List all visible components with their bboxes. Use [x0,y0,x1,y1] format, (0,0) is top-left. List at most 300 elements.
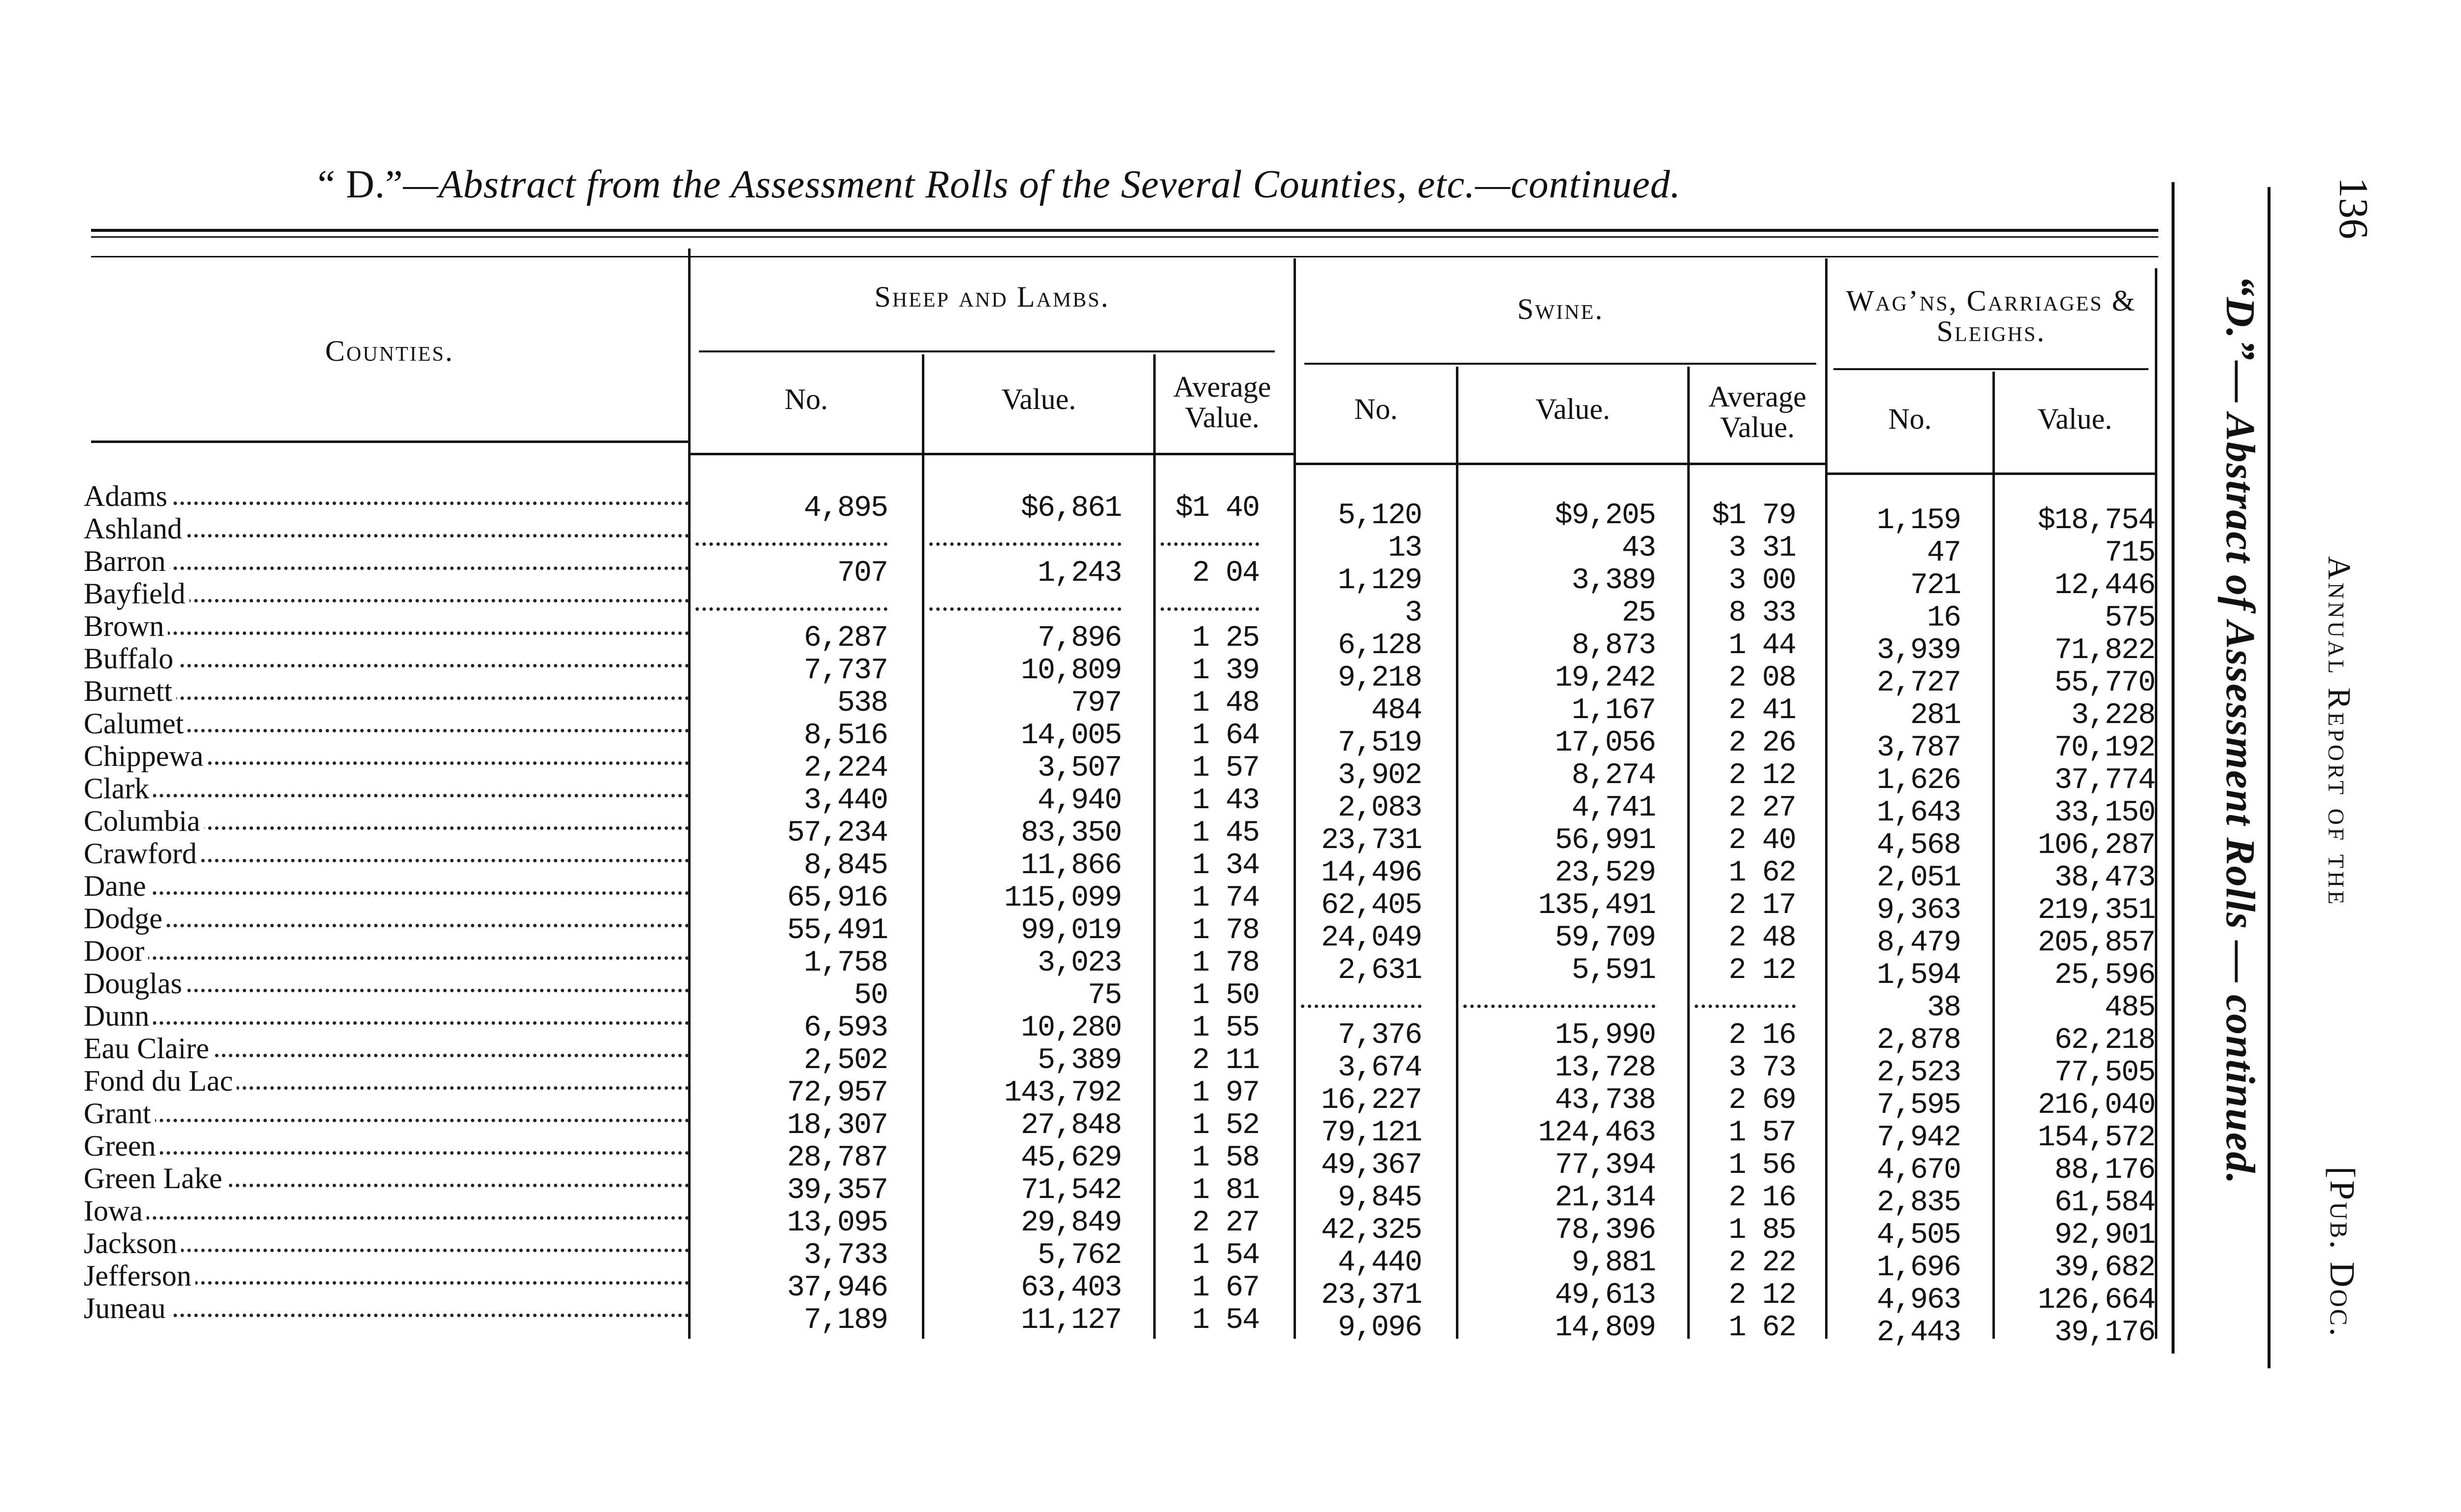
table-cell: 2 48 [1728,921,1796,955]
table-cell: 71,542 [1020,1174,1121,1207]
table-cell: 9,096 [1337,1311,1421,1345]
table-cell: 79,121 [1321,1116,1421,1150]
table-cell: 4,741 [1571,791,1655,825]
county-row [84,740,689,772]
county-row [84,1032,689,1065]
table-cell: 38 [1926,991,1960,1025]
table-cell: 1,643 [1876,796,1960,830]
table-cell: 39,682 [2054,1251,2155,1285]
table-cell: 9,218 [1337,662,1421,695]
county-name: Grant [84,1097,155,1130]
table-cell: 3,939 [1876,634,1960,667]
table-cell: 63,403 [1020,1271,1121,1305]
running-title: “D.”— Abstract of Assessment Rolls — continued. [2217,276,2263,1185]
header-sheep-no: No. [784,383,828,415]
table-cell: 106,287 [2037,829,2155,862]
table-cell: 3,440 [803,784,887,818]
table-cell: 2,443 [1876,1316,1960,1350]
side-rule [2172,182,2175,1354]
table-cell: 2,224 [803,752,887,785]
county-name: Burnett [84,675,176,707]
table-cell: 3,389 [1571,564,1655,598]
county-row [84,610,689,642]
table-cell: 1,696 [1876,1251,1960,1285]
empty-cell [924,525,1121,557]
table-cell: 538 [837,687,887,720]
table-cell: 2 04 [1192,557,1259,590]
table-cell: 1,243 [1037,557,1121,590]
table-cell: 1 45 [1192,817,1259,850]
empty-cell [1296,987,1421,1019]
table-cell: 27,848 [1020,1109,1121,1142]
table-cell: 1 67 [1192,1271,1259,1305]
table-cell: 1 44 [1728,629,1796,662]
header-rule [1296,463,1825,465]
table-cell: 12,446 [2054,569,2155,602]
county-row [84,675,689,707]
table-cell: 2 12 [1728,759,1796,792]
county-name: Chippewa [84,740,207,772]
table-cell: 14,496 [1321,856,1421,890]
county-name: Eau Claire [84,1032,213,1065]
table-cell: 59,709 [1554,921,1655,955]
county-name: Fond du Lac [84,1065,237,1097]
table-cell: 484 [1371,694,1421,727]
table-cell: $6,861 [1020,492,1121,525]
column-wag-value [1995,504,2155,1349]
table-cell: 1 54 [1192,1304,1259,1337]
table-cell: 2,835 [1876,1186,1960,1220]
table-cell: 3,023 [1037,946,1121,980]
county-name: Clark [84,772,153,805]
county-name: Door [84,935,148,967]
dot-leader [84,502,689,505]
table-cell: 1 74 [1192,882,1259,915]
empty-cell [1458,987,1655,1019]
table-cell: 50 [853,979,887,1012]
table-cell: 13,095 [787,1206,887,1240]
table-cell: 5,389 [1037,1044,1121,1077]
header-swine-avg: Average Value. [1708,380,1806,443]
table-cell: 15,990 [1554,1019,1655,1052]
header-wag-no: No. [1888,403,1932,435]
table-cell: 8,873 [1571,629,1655,662]
table-cell: 7,189 [803,1304,887,1337]
county-name: Juneau [84,1292,170,1324]
table-cell: 1,758 [803,946,887,980]
county-row [84,1195,689,1227]
header-swine-no: No. [1354,393,1398,425]
county-name: Barron [84,545,170,577]
table-cell: $1 79 [1711,499,1796,533]
table-cell: 11,866 [1020,849,1121,882]
table-cell: 49,367 [1321,1149,1421,1182]
dot-leader [84,1314,689,1317]
header-rule [691,453,1294,455]
county-row [84,545,689,577]
county-name: Iowa [84,1195,147,1227]
table-cell: 9,845 [1337,1181,1421,1215]
table-cell: 2 27 [1728,791,1796,825]
table-cell: 45,629 [1020,1141,1121,1175]
county-row [84,1065,689,1097]
table-cell: 14,809 [1554,1311,1655,1345]
table-cell: 57,234 [787,817,887,850]
table-cell: 1,129 [1337,564,1421,598]
page-title [89,162,1910,207]
county-row [84,1260,689,1292]
top-rule-2 [91,236,2158,238]
pub-doc: [Pub. Doc. [2323,1166,2362,1338]
table-cell: 715 [2104,536,2155,570]
empty-cell [1690,987,1796,1019]
table-cell: 1 81 [1192,1174,1259,1207]
header-sheep-value: Value. [1001,383,1076,415]
table-cell: 16,227 [1321,1084,1421,1117]
county-row [84,870,689,902]
county-row [84,967,689,1000]
table-cell: 2 08 [1728,662,1796,695]
county-name: Douglas [84,967,186,1000]
table-cell: 7,376 [1337,1019,1421,1052]
table-cell: 2 27 [1192,1206,1259,1240]
table-cell: 1 54 [1192,1239,1259,1272]
table-cell: 21,314 [1554,1181,1655,1215]
table-cell: 71,822 [2054,634,2155,667]
column-swine-avg [1690,500,1796,1344]
table-cell: 485 [2104,991,2155,1025]
table-cell: 4,940 [1037,784,1121,818]
table-cell: 7,595 [1876,1089,1960,1122]
table-cell: 2 17 [1728,889,1796,922]
table-cell: 47 [1926,536,1960,570]
table-cell: 78,396 [1554,1214,1655,1247]
county-row [84,1292,689,1324]
table-cell: 77,394 [1554,1149,1655,1182]
title-lead: “ D.” [317,163,404,206]
county-row [84,805,689,837]
table-cell: 83,350 [1020,817,1121,850]
table-cell: 6,593 [803,1011,887,1045]
county-row [84,1162,689,1195]
table-cell: 39,176 [2054,1316,2155,1350]
table-cell: 1 52 [1192,1109,1259,1142]
dot-leader [84,924,689,927]
table-cell: 55,491 [787,914,887,947]
header-counties: Counties. [325,335,454,367]
county-name: Dane [84,870,150,902]
table-cell: 29,849 [1020,1206,1121,1240]
county-row [84,1130,689,1162]
table-cell: 37,774 [2054,764,2155,797]
empty-cell [691,590,887,622]
table-cell: 1 57 [1192,752,1259,785]
table-cell: 1 48 [1192,687,1259,720]
county-row [84,577,689,610]
county-row [84,1227,689,1260]
dot-leader [84,891,689,895]
table-cell: 2,051 [1876,861,1960,895]
table-cell: 797 [1071,687,1121,720]
empty-cell [924,590,1121,622]
table-cell: 1,159 [1876,504,1960,537]
table-cell: 3 73 [1728,1051,1796,1085]
table-cell: $18,754 [2037,504,2155,537]
table-cell: 4,505 [1876,1219,1960,1252]
county-name: Calumet [84,707,188,740]
dot-leader [84,794,689,797]
side-rule-2 [2268,187,2271,1368]
table-cell: 8 33 [1728,597,1796,630]
table-cell: 154,572 [2037,1121,2155,1155]
header-swine: Swine. [1517,293,1604,325]
column-sheep-no [691,492,887,1337]
table-cell: 55,770 [2054,666,2155,700]
table-cell: 61,584 [2054,1186,2155,1220]
county-name: Bayfield [84,577,189,610]
table-cell: 43 [1621,532,1655,565]
table-cell: 1 25 [1192,622,1259,655]
table-cell: 216,040 [2037,1089,2155,1122]
table-cell: 2,631 [1337,954,1421,987]
dot-leader [84,1216,689,1220]
table-cell: 38,473 [2054,861,2155,895]
table-cell: 8,479 [1876,926,1960,960]
table-cell: 25,596 [2054,959,2155,992]
table-cell: 14,005 [1020,719,1121,753]
table-cell: 70,192 [2054,731,2155,765]
county-list [84,480,689,1324]
table-cell: 1 34 [1192,849,1259,882]
table-cell: 1 57 [1728,1116,1796,1150]
table-cell: 2 16 [1728,1019,1796,1052]
county-name: Buffalo [84,642,177,675]
table-cell: 33,150 [2054,796,2155,830]
table-cell: 1 43 [1192,784,1259,818]
table-cell: 3 31 [1728,532,1796,565]
table-cell: 3,228 [2071,699,2155,732]
table-cell: 135,491 [1538,889,1655,922]
table-cell: 7,519 [1337,726,1421,760]
county-row [84,480,689,512]
table-cell: 3 00 [1728,564,1796,598]
table-cell: 11,127 [1020,1304,1121,1337]
table-cell: $1 40 [1175,492,1259,525]
empty-cell [1156,525,1259,557]
table-cell: 56,991 [1554,824,1655,857]
table-cell: 13,728 [1554,1051,1655,1085]
table-cell: 99,019 [1020,914,1121,947]
header-sheep: Sheep and Lambs. [874,281,1110,313]
county-name: Dunn [84,1000,153,1032]
page-number: 136 [2331,177,2376,239]
table-cell: $9,205 [1554,499,1655,533]
table-cell: 2,523 [1876,1056,1960,1090]
table-cell: 3,733 [803,1239,887,1272]
table-cell: 23,371 [1321,1279,1421,1312]
table-cell: 10,809 [1020,654,1121,688]
table-cell: 1 62 [1728,856,1796,890]
county-name: Crawford [84,837,201,870]
dot-leader [84,631,689,635]
table-cell: 4,440 [1337,1246,1421,1280]
table-cell: 7,942 [1876,1121,1960,1155]
table-cell: 7,737 [803,654,887,688]
county-name: Columbia [84,805,204,837]
table-cell: 7,896 [1037,622,1121,655]
table-cell: 18,307 [787,1109,887,1142]
table-cell: 39,357 [787,1174,887,1207]
table-cell: 4,963 [1876,1284,1960,1317]
table-cell: 37,946 [787,1271,887,1305]
table-cell: 3 [1404,597,1421,630]
top-rule-3 [91,256,2158,257]
table-cell: 2 26 [1728,726,1796,760]
table-cell: 219,351 [2037,894,2155,927]
table-cell: 1 50 [1192,979,1259,1012]
county-row [84,1097,689,1130]
empty-cell [1156,590,1259,622]
column-wag-no [1828,504,1960,1349]
table-cell: 1 56 [1728,1149,1796,1182]
county-row [84,935,689,967]
report-title: Annual Report of the [2321,556,2357,908]
table-cell: 8,516 [803,719,887,753]
table-cell: 2 41 [1728,694,1796,727]
table-cell: 3,787 [1876,731,1960,765]
table-cell: 143,792 [1004,1076,1121,1110]
table-cell: 23,731 [1321,824,1421,857]
table-cell: 1 97 [1192,1076,1259,1110]
table-cell: 2 40 [1728,824,1796,857]
table-cell: 43,738 [1554,1084,1655,1117]
column-sheep-avg [1156,492,1259,1337]
table-cell: 115,099 [1004,882,1121,915]
dot-leader [84,567,689,570]
table-cell: 2 69 [1728,1084,1796,1117]
table-cell: 2 16 [1728,1181,1796,1215]
table-cell: 23,529 [1554,856,1655,890]
table-cell: 3,674 [1337,1051,1421,1085]
header-wag-value: Value. [2037,403,2113,435]
header-wagons: Wag’ns, Carriages & Sleighs. [1846,284,2137,347]
empty-cell [691,525,887,557]
table-cell: 75 [1087,979,1121,1012]
table-cell: 2 12 [1728,954,1796,987]
table-cell: 88,176 [2054,1154,2155,1187]
dot-leader [84,1021,689,1025]
table-cell: 92,901 [2054,1219,2155,1252]
county-name: Jefferson [84,1260,195,1292]
table-cell: 2,502 [803,1044,887,1077]
table-cell: 2,878 [1876,1024,1960,1057]
county-name: Jackson [84,1227,181,1260]
table-cell: 124,463 [1538,1116,1655,1150]
table-cell: 4,568 [1876,829,1960,862]
table-cell: 28,787 [787,1141,887,1175]
table-cell: 1,167 [1571,694,1655,727]
column-swine-value [1458,500,1655,1344]
dot-leader [84,1119,689,1122]
table-cell: 17,056 [1554,726,1655,760]
table-cell: 3,507 [1037,752,1121,785]
header-swine-value: Value. [1535,393,1610,425]
top-rule [91,229,2158,232]
county-name: Adams [84,480,171,512]
table-cell: 19,242 [1554,662,1655,695]
table-cell: 62,218 [2054,1024,2155,1057]
dot-leader [84,956,689,960]
county-name: Green [84,1130,160,1162]
header-sheep-avg: Average Value. [1173,371,1271,434]
table-cell: 5,591 [1571,954,1655,987]
table-cell: 1,626 [1876,764,1960,797]
table-cell: 24,049 [1321,921,1421,955]
county-row [84,707,689,740]
table-cell: 1 39 [1192,654,1259,688]
county-name: Green Lake [84,1162,226,1195]
table-cell: 5,120 [1337,499,1421,533]
county-row [84,902,689,935]
table-cell: 42,325 [1321,1214,1421,1247]
table-cell: 49,613 [1554,1279,1655,1312]
table-cell: 1 58 [1192,1141,1259,1175]
county-name: Dodge [84,902,166,935]
table-cell: 6,287 [803,622,887,655]
table-cell: 9,363 [1876,894,1960,927]
table-cell: 281 [1910,699,1960,732]
table-cell: 205,857 [2037,926,2155,960]
group-rule [1833,368,2148,370]
table-cell: 25 [1621,597,1655,630]
table-cell: 575 [2104,601,2155,635]
dot-leader [84,1151,689,1155]
header-rule [91,441,688,443]
table-cell: 1 62 [1728,1311,1796,1345]
table-cell: 2 12 [1728,1279,1796,1312]
table-cell: 1 78 [1192,946,1259,980]
table-cell: 13 [1388,532,1421,565]
table-cell: 10,280 [1020,1011,1121,1045]
table-cell: 1 85 [1728,1214,1796,1247]
table-cell: 1 64 [1192,719,1259,753]
county-name: Brown [84,610,168,642]
group-rule [1304,363,1816,365]
county-name: Ashland [84,512,186,545]
table-cell: 77,505 [2054,1056,2155,1090]
county-row [84,642,689,675]
table-cell: 8,274 [1571,759,1655,792]
county-row [84,512,689,545]
county-row [84,1000,689,1032]
column-swine-no [1296,500,1421,1344]
col-divider [2155,268,2157,1339]
table-cell: 721 [1910,569,1960,602]
table-cell: 9,881 [1571,1246,1655,1280]
table-cell: 2 22 [1728,1246,1796,1280]
table-cell: 3,902 [1337,759,1421,792]
table-cell: 65,916 [787,882,887,915]
table-cell: 4,670 [1876,1154,1960,1187]
table-cell: 126,664 [2037,1284,2155,1317]
table-cell: 1 55 [1192,1011,1259,1045]
column-sheep-value [924,492,1121,1337]
table-cell: 6,128 [1337,629,1421,662]
table-cell: 1,594 [1876,959,1960,992]
table-cell: 72,957 [787,1076,887,1110]
title-text: —Abstract from the Assessment Rolls of the Several Counties, etc.—continued. [403,163,1681,206]
table-cell: 707 [837,557,887,590]
